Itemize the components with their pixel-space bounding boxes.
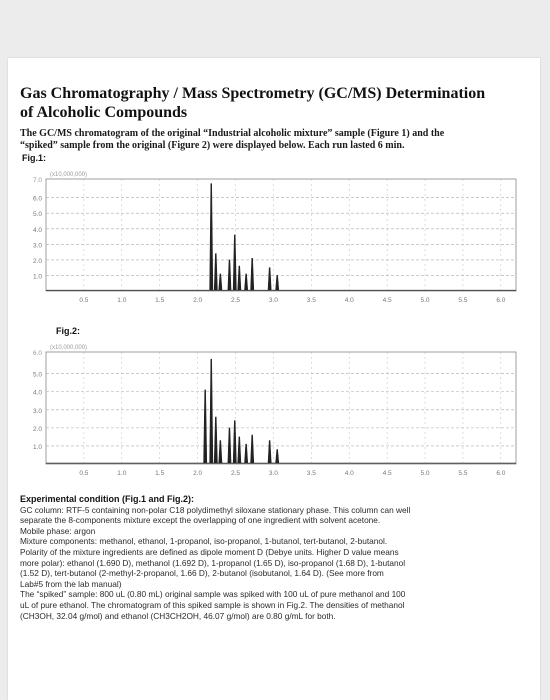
x-tick-label: 6.0 [496, 470, 506, 477]
x-tick-label: 5.0 [420, 297, 430, 304]
conditions-line: The “spiked” sample: 800 uL (0.80 mL) original sample was spiked with 100 uL of pure methanol and 100 [20, 589, 406, 600]
y-tick-label: 3.0 [32, 407, 42, 415]
x-tick-label: 5.5 [458, 297, 468, 304]
x-tick-label: 1.5 [155, 470, 165, 477]
conditions-line: Polarity of the mixture ingredients are defined as dipole moment D (Debye units. Higher D value means [20, 546, 399, 557]
y-tick-label: 1.0 [32, 443, 42, 451]
conditions-line: (CH3OH, 32.04 g/mol) and ethanol (CH3CH2OH, 46.07 g/mol) are 0.80 g/mL for both. [20, 610, 336, 621]
chromatogram-peak [251, 258, 254, 290]
x-tick-label: 1.0 [117, 470, 127, 477]
plot-frame [46, 352, 516, 464]
fig1-label: Fig.1: [22, 153, 46, 163]
chromatogram-peak [268, 268, 271, 291]
x-tick-label: 5.5 [458, 470, 468, 477]
x-tick-label: 5.0 [420, 470, 430, 477]
chromatogram-peak [245, 274, 248, 290]
conditions-line: GC column: RTF-5 containing non-polar C18 polydimethyl siloxane stationary phase. This column can well [20, 504, 411, 515]
y-top-label: 7.0 [32, 177, 42, 184]
y-tick-label: 6.0 [32, 195, 42, 203]
intro-line-1: The GC/MS chromatogram of the original “Industrial alcoholic mixture” sample (Figure 1) and the [20, 128, 445, 139]
conditions-line: (1.52 D), tert-butanol (2-methyl-2-propanol, 1.66 D), 2-butanol (isobutanol, 1.64 D). (See more from [20, 568, 384, 579]
x-tick-label: 4.0 [344, 470, 354, 477]
chromatogram-peak [238, 437, 241, 463]
x-tick-label: 2.0 [193, 297, 203, 304]
plot-frame [46, 179, 516, 291]
conditions-line: Lab#5 from the lab manual) [20, 578, 122, 589]
chromatogram-peak [233, 421, 236, 463]
conditions-line: Mixture components: methanol, ethanol, 1-propanol, iso-propanol, 1-butanol, tert-butanol, 2-butanol. [20, 536, 388, 547]
title-line-1: Gas Chromatography / Mass Spectrometry (GC/MS) Determination [20, 85, 486, 102]
chromatogram-peak [276, 275, 279, 290]
chromatogram-peak [214, 254, 217, 291]
fig2-chromatogram [16, 338, 536, 488]
x-tick-label: 4.0 [344, 297, 354, 304]
chromatogram-peak [238, 266, 241, 290]
chromatogram-peak [268, 441, 271, 464]
y-tick-label: 2.0 [32, 425, 42, 433]
document-title [20, 84, 520, 122]
chromatogram-peak [276, 450, 279, 464]
chromatogram-peak [228, 428, 231, 463]
x-tick-label: 3.0 [268, 470, 278, 477]
chromatogram-peak [210, 359, 213, 463]
intro-line-2: “spiked” sample from the original (Figure 2) were displayed below. Each run lasted 6 min. [20, 140, 405, 151]
intro-paragraph [20, 128, 500, 152]
conditions-line: more polar): ethanol (1.690 D), methanol (1.692 D), 1-propanol (1.65 D), iso-propanol (1.68 D), 1-butanol [20, 557, 406, 568]
chromatogram-peak [214, 417, 217, 463]
x-tick-label: 4.5 [382, 297, 392, 304]
x-tick-label: 2.5 [230, 470, 241, 477]
y-tick-label: 3.0 [32, 242, 42, 250]
x-tick-label: 4.5 [382, 470, 392, 477]
x-tick-label: 0.5 [79, 470, 89, 477]
y-exponent-label: (x10,000,000) [50, 172, 88, 178]
chromatogram-peak [233, 235, 236, 290]
y-exponent-label: (x10,000,000) [50, 345, 88, 351]
fig1-chromatogram [16, 165, 536, 315]
y-tick-label: 4.0 [32, 389, 42, 397]
x-tick-label: 1.5 [155, 297, 165, 304]
chromatogram-peak [219, 274, 222, 290]
y-tick-label: 5.0 [32, 211, 42, 219]
y-tick-label: 5.0 [32, 371, 42, 379]
fig2-label: Fig.2: [56, 326, 80, 336]
conditions-line: uL of pure ethanol. The chromatogram of this spiked sample is shown in Fig.2. The densities of methanol [20, 599, 405, 610]
y-tick-label: 1.0 [32, 273, 42, 281]
x-tick-label: 0.5 [79, 297, 89, 304]
conditions-line: separate the 8-components mixture except the overlapping of one ingredient with solvent acetone. [20, 515, 381, 526]
x-tick-label: 3.0 [268, 297, 278, 304]
conditions-line: Mobile phase: argon [20, 525, 96, 536]
x-tick-label: 3.5 [306, 470, 316, 477]
experimental-conditions [20, 494, 510, 621]
y-top-label: 6.0 [32, 350, 42, 357]
y-tick-label: 4.0 [32, 226, 42, 234]
chromatogram-peak [204, 390, 207, 463]
title-line-2: of Alcoholic Compounds [20, 104, 188, 121]
x-tick-label: 2.5 [230, 297, 241, 304]
chromatogram-peak [228, 260, 231, 290]
conditions-heading: Experimental condition (Fig.1 and Fig.2): [20, 494, 195, 504]
x-tick-label: 3.5 [306, 297, 316, 304]
chromatogram-peak [210, 184, 213, 291]
chromatogram-peak [245, 444, 248, 463]
x-tick-label: 2.0 [193, 470, 203, 477]
x-tick-label: 6.0 [496, 297, 506, 304]
chromatogram-peak [251, 435, 254, 463]
x-tick-label: 1.0 [117, 297, 127, 304]
y-tick-label: 2.0 [32, 257, 42, 265]
chromatogram-peak [219, 441, 222, 464]
